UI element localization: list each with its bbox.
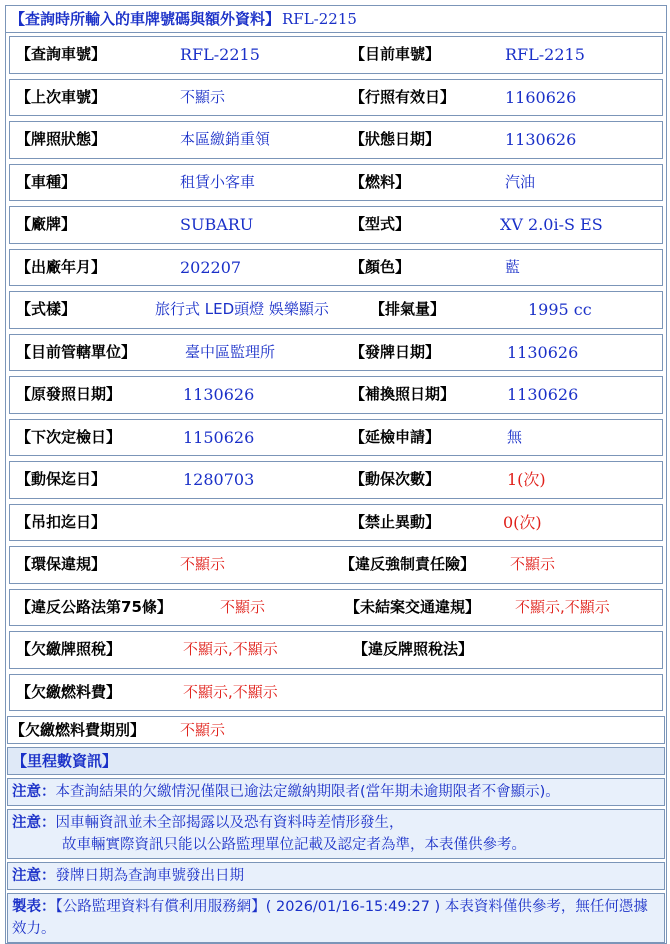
value-unpaid-license-tax: 不顯示,不顯示	[183, 640, 278, 658]
lower-section	[6, 716, 666, 943]
mileage-header	[7, 747, 665, 775]
label-plate-status: 【牌照狀態】	[16, 130, 107, 148]
value-insurance-violation: 不顯示	[510, 555, 556, 573]
value-inspection-extension: 無	[507, 427, 523, 446]
label-style: 【式樣】	[16, 300, 77, 318]
note-issue-date	[7, 862, 665, 890]
value-highway-law-violation: 不顯示	[220, 597, 266, 616]
label-chattel-expiry: 【動保迄日】	[16, 470, 107, 488]
label-previous-plate: 【上次車號】	[16, 87, 107, 106]
label-current-plate: 【目前車號】	[350, 45, 441, 63]
row-original-issue	[9, 376, 663, 414]
label-insurance-violation: 【違反強制責任險】	[340, 555, 476, 573]
value-reissue-date: 1130626	[507, 385, 579, 404]
row-previous-plate	[9, 79, 663, 117]
row-fuel-fee-period	[7, 716, 665, 744]
label-original-issue-date: 【原發照日期】	[16, 385, 122, 403]
value-license-expiry: 1160626	[505, 87, 577, 107]
row-vehicle-type	[9, 164, 663, 202]
row-style	[9, 291, 663, 329]
row-manufacture	[9, 249, 663, 287]
label-unpaid-license-tax: 【欠繳牌照稅】	[16, 640, 122, 658]
row-plate	[9, 36, 663, 74]
label-license-tax-violation: 【違反牌照稅法】	[353, 640, 474, 658]
vehicle-report	[5, 5, 667, 944]
row-environment	[9, 546, 663, 584]
label-issue-date: 【發牌日期】	[350, 342, 441, 361]
row-chattel	[9, 461, 663, 499]
value-brand: SUBARU	[180, 215, 254, 234]
label-highway-law-violation: 【違反公路法第75條】	[16, 597, 172, 616]
note-text: 發牌日期為查詢車號發出日期	[55, 868, 244, 884]
label-vehicle-type: 【車種】	[16, 172, 77, 191]
row-suspension	[9, 504, 663, 542]
value-query-plate: RFL-2215	[180, 45, 260, 64]
value-status-date: 1130626	[505, 130, 577, 149]
note-label: 注意：	[12, 784, 56, 800]
label-fuel: 【燃料】	[350, 172, 411, 191]
value-chattel-count: 1(次)	[507, 470, 546, 489]
label-unsettled-violations: 【未結案交通違規】	[345, 597, 481, 616]
value-environment-violation: 不顯示	[180, 555, 226, 573]
label-model: 【型式】	[350, 215, 411, 233]
note-text-line1: 因車輛資訊並未全部揭露以及恐有資料時差情形發生，	[55, 815, 404, 831]
value-chattel-expiry: 1280703	[183, 470, 255, 489]
mileage-header-text: 【里程數資訊】	[12, 752, 118, 770]
value-unpaid-fuel-fee: 不顯示,不顯示	[183, 682, 278, 701]
row-status	[9, 121, 663, 159]
value-vehicle-type: 租賃小客車	[180, 172, 256, 191]
label-unpaid-fuel-fee: 【欠繳燃料費】	[16, 682, 122, 701]
note-text: 本查詢結果的欠繳情況僅限已逾法定繳納期限者(當年期未逾期限者不會顯示)。	[55, 784, 560, 800]
note-text-line2: 故車輛實際資訊只能以公路監理單位記載及認定者為準，本表僅供參考。	[62, 837, 526, 853]
label-brand: 【廠牌】	[16, 215, 77, 233]
row-fuel-fee	[9, 674, 663, 712]
value-office: 臺中區監理所	[185, 342, 276, 361]
value-fuel-fee-period: 不顯示	[180, 721, 226, 739]
value-unsettled-violations: 不顯示,不顯示	[515, 597, 610, 616]
label-displacement: 【排氣量】	[370, 300, 446, 318]
value-original-issue-date: 1130626	[183, 385, 255, 404]
note-overdue	[7, 778, 665, 806]
label-suspension-expiry: 【吊扣迄日】	[16, 512, 107, 531]
label-license-expiry: 【行照有效日】	[350, 87, 456, 106]
label-environment-violation: 【環保違規】	[16, 555, 107, 573]
row-inspection	[9, 419, 663, 457]
value-style: 旅行式 LED頭燈 娛樂顯示	[155, 300, 329, 318]
note-label: 注意：	[12, 815, 56, 831]
note-label: 注意：	[12, 868, 56, 884]
report-title	[6, 6, 666, 33]
value-next-inspection: 1150626	[183, 427, 255, 447]
generated-text: 【公路監理資料有償利用服務網】( 2026/01/16-15:49:27 ) 本表資料僅供參考，無任何憑據效力。	[12, 899, 648, 937]
value-displacement: 1995 cc	[528, 300, 592, 319]
label-chattel-count: 【動保次數】	[350, 470, 441, 488]
row-highway-law	[9, 589, 663, 627]
row-office	[9, 334, 663, 372]
value-color: 藍	[505, 257, 521, 276]
label-manufacture-date: 【出廠年月】	[16, 257, 107, 276]
label-transfer-ban: 【禁止異動】	[350, 512, 441, 531]
value-current-plate: RFL-2215	[505, 45, 585, 64]
value-fuel: 汽油	[505, 172, 536, 191]
generated-label: 製表：	[12, 899, 56, 915]
label-office: 【目前管轄單位】	[16, 342, 137, 361]
label-color: 【顏色】	[350, 257, 411, 276]
label-fuel-fee-period: 【欠繳燃料費期別】	[10, 721, 146, 739]
label-inspection-extension: 【延檢申請】	[350, 427, 441, 446]
value-previous-plate: 不顯示	[180, 87, 226, 106]
value-issue-date: 1130626	[507, 342, 579, 362]
label-next-inspection: 【下次定檢日】	[16, 427, 122, 446]
row-license-tax	[9, 631, 663, 669]
label-query-plate: 【查詢車號】	[16, 45, 107, 63]
label-status-date: 【狀態日期】	[350, 130, 441, 148]
note-disclosure	[7, 809, 665, 859]
value-manufacture-date: 202207	[180, 257, 242, 277]
note-generated	[7, 893, 665, 943]
report-title-text: 【查詢時所輸入的車牌號碼與額外資料】	[10, 10, 281, 28]
value-model: XV 2.0i-S ES	[500, 215, 603, 234]
value-transfer-ban: 0(次)	[503, 512, 542, 532]
info-grid	[6, 33, 666, 711]
row-brand	[9, 206, 663, 244]
value-plate-status: 本區繳銷重領	[180, 130, 271, 148]
label-reissue-date: 【補換照日期】	[350, 385, 456, 403]
report-title-plate: RFL-2215	[282, 10, 357, 28]
